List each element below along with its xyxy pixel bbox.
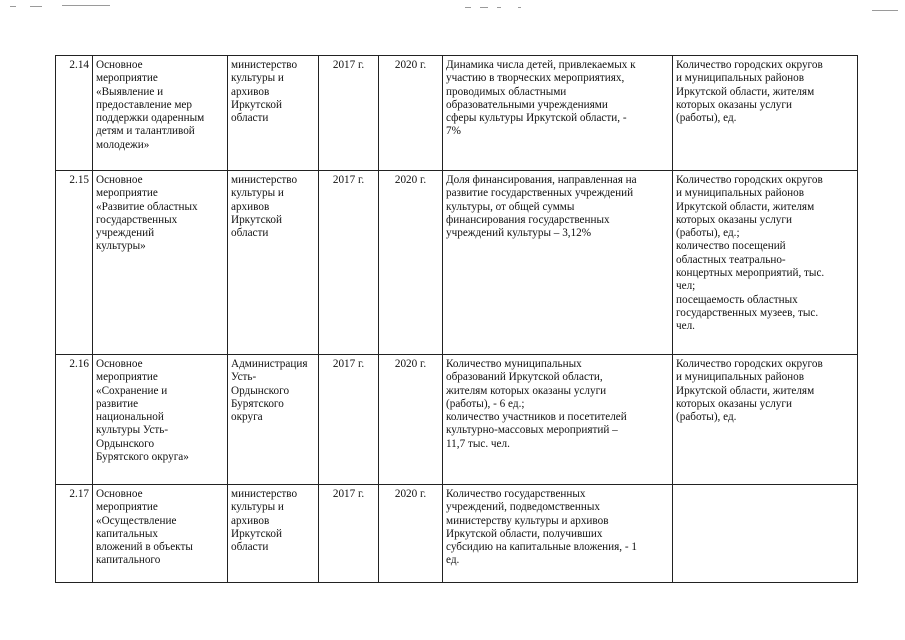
- table-row: [56, 171, 858, 355]
- target-indicator: Количество государственных учреждений, подведомственных министерству культуры и архивов Иркутской области, получивших субсидию на капитальные вложения, - 1 ед.: [443, 485, 673, 583]
- start-year: 2017 г.: [319, 355, 379, 485]
- row-number: 2.17: [56, 485, 93, 583]
- target-indicator: Количество муниципальных образований Иркутской области, жителям которых оказаны услуги (работы), - 6 ед.; количество участников и посетителей культурно-массовых мероприятий – 11,7 тыс. чел.: [443, 355, 673, 485]
- event-name: Основное мероприятие «Выявление и предоставление мер поддержки одаренным детям и талантливой молодежи»: [93, 56, 228, 171]
- event-name: Основное мероприятие «Развитие областных государственных учреждений культуры»: [93, 171, 228, 355]
- start-year: 2017 г.: [319, 485, 379, 583]
- target-indicator: Доля финансирования, направленная на развитие государственных учреждений культуры, от общей суммы финансирования государственных учреждений культуры – 3,12%: [443, 171, 673, 355]
- executor: Администрация Усть- Ордынского Бурятского округа: [228, 355, 319, 485]
- end-year: 2020 г.: [379, 171, 443, 355]
- measures-table: [55, 55, 858, 583]
- executor: министерство культуры и архивов Иркутской области: [228, 56, 319, 171]
- row-number: 2.14: [56, 56, 93, 171]
- result-indicator: Количество городских округов и муниципальных районов Иркутской области, жителям которых оказаны услуги (работы), ед.: [673, 56, 858, 171]
- target-indicator: Динамика числа детей, привлекаемых к участию в творческих мероприятиях, проводимых областными образовательными учреждениями сферы культуры Иркутской области, - 7%: [443, 56, 673, 171]
- result-indicator: [673, 485, 858, 583]
- table-row: [56, 355, 858, 485]
- executor: министерство культуры и архивов Иркутской области: [228, 171, 319, 355]
- table-row: [56, 56, 858, 171]
- end-year: 2020 г.: [379, 355, 443, 485]
- row-number: 2.15: [56, 171, 93, 355]
- end-year: 2020 г.: [379, 56, 443, 171]
- start-year: 2017 г.: [319, 171, 379, 355]
- scan-top-marks: [0, 0, 905, 20]
- result-indicator: Количество городских округов и муниципальных районов Иркутской области, жителям которых оказаны услуги (работы), ед.; количество посещений областных театрально- концертных мероприятий, тыс. чел; посещаемость областных государственных музеев, тыс. чел.: [673, 171, 858, 355]
- start-year: 2017 г.: [319, 56, 379, 171]
- event-name: Основное мероприятие «Сохранение и развитие национальной культуры Усть- Ордынского Бурятского округа»: [93, 355, 228, 485]
- executor: министерство культуры и архивов Иркутской области: [228, 485, 319, 583]
- table-row: [56, 485, 858, 583]
- end-year: 2020 г.: [379, 485, 443, 583]
- result-indicator: Количество городских округов и муниципальных районов Иркутской области, жителям которых оказаны услуги (работы), ед.: [673, 355, 858, 485]
- event-name: Основное мероприятие «Осуществление капитальных вложений в объекты капитального: [93, 485, 228, 583]
- row-number: 2.16: [56, 355, 93, 485]
